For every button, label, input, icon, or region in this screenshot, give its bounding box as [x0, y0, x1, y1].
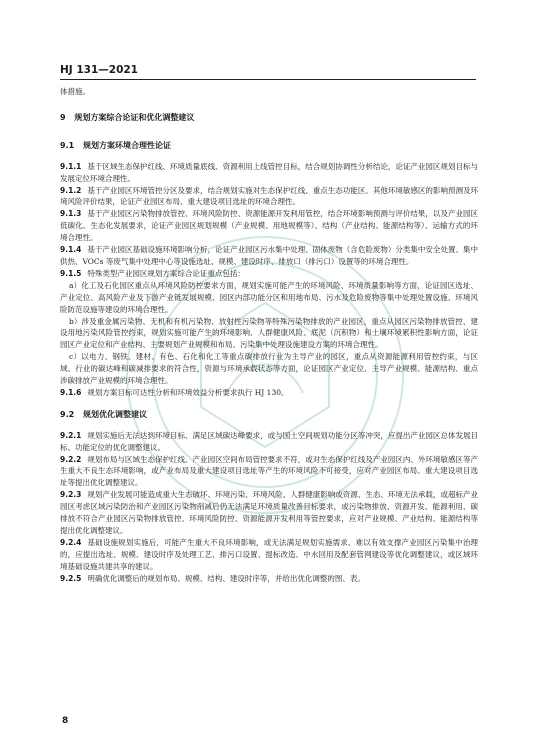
section-9-1-title: 规划方案环境合理性论证 [82, 140, 171, 150]
clause-text: 基于产业园区污染物排放管控、环境风险防控、资源能源开发利用管控，结合环境影响预测与评价结果，以及产业园区低碳化、生态化发展要求，论证产业园区规划规模（产业规模、用地规模等）、结构（产业结构、能源结构等）、运输方式的环境合理性。 [60, 209, 478, 243]
header-rule [60, 79, 476, 80]
clause-9-2-3 [60, 489, 478, 537]
clause-text: 明确优化调整后的规划布局、规模、结构、建设时序等，并给出优化调整的图、表。 [87, 573, 365, 583]
clause-text: 规划布局与区域生态保护红线、产业园区空间布局管控要求不符，或对生态保护红线及产业园区内、外环境敏感区等产生重大不良生态环境影响，或产业布局及重大建设项目选址等产生的环境风险不可接受，应对产业园区布局、重大建设项目选址等提出优化调整建议。 [60, 454, 478, 488]
section-9-number: 9 [60, 112, 66, 122]
clause-text: 基础设施规划实施后，可能产生重大不良环境影响，或无法满足规划实施需求、难以有效支撑产业园区污染集中治理的，应提出选址、规模、建设时序及处理工艺、排污口设置、提标改造、中水回用及配套管网建设等优化调整建议，或区域环境基础设施共建共享的建议。 [60, 537, 478, 571]
clause-number: 9.2.4 [60, 537, 82, 547]
clause-number: 9.2.3 [60, 490, 82, 500]
document-body [60, 86, 478, 585]
subitem-a: a）化工及石化园区重点从环境风险防控要求方面，规划实施可能产生的环境风险、环境质量影响等方面，论证园区选址、产业定位、高风险产业及下游产业链发展规模、园区内部功能分区和用地布局、污水及危险废物等集中处理处置设施、环境风险防范设施等建设的环境合理性。 [60, 280, 478, 314]
clause-text: 特殊类型产业园区规划方案综合论证重点包括： [87, 268, 245, 278]
clause-number: 9.1.2 [60, 185, 82, 195]
section-9-1-heading [60, 140, 478, 152]
section-9-1-number: 9.1 [60, 140, 75, 150]
clause-text: 规划实施后无法达到环境目标、满足区域碳达峰要求，或与国土空间规划功能分区等冲突，应提出产业园区总体发展目标、功能定位的优化调整建议。 [60, 430, 478, 452]
clause-9-2-4 [60, 537, 478, 573]
clause-text: 基于产业园区环境管控分区及要求，结合规划实施对生态保护红线、重点生态功能区、其他环境敏感区的影响预测及环境风险评价结果，论证产业园区布局、重大建设项目选址的环境合理性。 [60, 185, 478, 207]
page-number: 8 [62, 716, 69, 726]
subitem-c: c）以电力、钢铁、建材、有色、石化和化工等重点碳排放行业为主导产业的园区，重点从资源能源利用管控约束，与区域、行业的碳达峰和碳减排要求的符合性，资源与环境承载状态等方面，论证园区产业定位、主导产业规模、能源结构、重点涉碳排放产业规模的环境合理性。 [60, 352, 478, 386]
clause-9-1-1 [60, 161, 478, 185]
clause-9-2-2 [60, 454, 478, 490]
clause-number: 9.2.1 [60, 430, 82, 440]
intro-line: 体措施。 [60, 87, 90, 96]
clause-9-1-6 [60, 387, 478, 399]
clause-9-1-2 [60, 185, 478, 209]
subitem-b: b）涉及重金属污染物、无机和有机污染物、放射性污染物等特殊污染物排放的产业园区，重点从园区污染物排放管控、建设用地污染风险管控约束，规划实施可能产生的环境影响、人群健康风险、底泥（沉积物）和土壤环境累积性影响方面，论证园区产业定位和产业结构、主要规划产业规模和布局、污染集中处理设施建设方案的环境合理性。 [60, 316, 478, 350]
clause-number: 9.1.1 [60, 161, 82, 171]
clause-number: 9.2.5 [60, 573, 82, 583]
section-9-heading [60, 112, 478, 124]
clause-number: 9.1.5 [60, 268, 82, 278]
clause-text: 基于区域生态保护红线、环境质量底线、资源利用上线管控目标，结合规划协调性分析结论，论证产业园区规划目标与发展定位环境合理性。 [60, 161, 478, 183]
clause-9-2-5 [60, 573, 478, 585]
standard-code-header: HJ 131—2021 [60, 64, 138, 76]
clause-number: 9.1.3 [60, 209, 82, 219]
clause-text: 基于产业园区基础设施环境影响分析，论证产业园区污水集中处理、固体废物（含危险废物）分类集中安全处置、集中供热、VOCs 等废气集中处理中心等设施选址、规模、建设时序、排放口（排污口）设置等的环境合理性。 [60, 245, 478, 266]
section-9-2-title: 规划优化调整建议 [82, 409, 147, 419]
clause-9-2-1 [60, 430, 478, 454]
clause-text: 规划产业发展可能造成重大生态破坏、环境污染、环境风险、人群健康影响或资源、生态、环境无法承载，或超标产业园区考虑区域污染防治和产业园区污染物削减后仍无法满足环境质量改善目标要求，或污染物排放、资源开发、能源利用、碳排放不符合产业园区污染物排放管控、环境风险防控、资源能源开发利用等管控要求，应对产业规模、产业结构、能源结构等提出优化调整建议。 [60, 490, 478, 535]
section-9-2-heading [60, 409, 478, 421]
section-9-title: 规划方案综合论证和优化调整建议 [74, 112, 195, 122]
clause-9-1-4 [60, 244, 478, 268]
clause-number: 9.2.2 [60, 454, 82, 464]
section-9-2-number: 9.2 [60, 409, 75, 419]
clause-9-1-5 [60, 268, 478, 280]
clause-text: 规划方案目标可达性分析和环境效益分析要求执行 HJ 130。 [87, 387, 289, 397]
clause-number: 9.1.6 [60, 387, 82, 397]
clause-9-1-3 [60, 208, 478, 244]
clause-number: 9.1.4 [60, 245, 82, 255]
